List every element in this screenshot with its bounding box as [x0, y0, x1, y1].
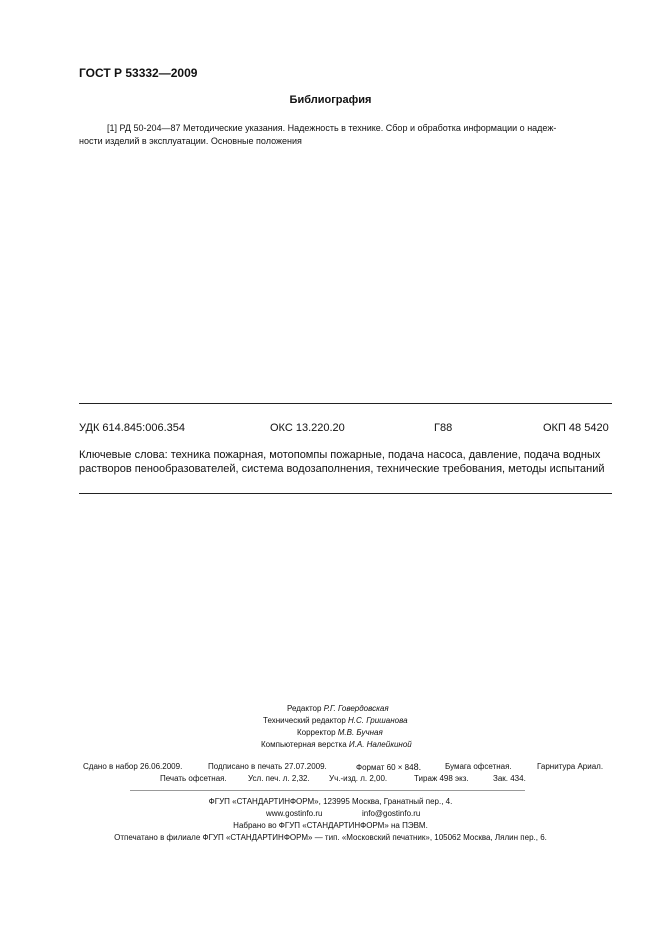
keywords-block — [79, 448, 619, 476]
paper-type: Бумага офсетная. — [445, 762, 512, 771]
document-id: ГОСТ Р 53332—2009 — [79, 66, 198, 80]
layout-credit — [261, 740, 412, 749]
format-label: Формат 60 × 84 — [356, 763, 414, 772]
udk-code: УДК 614.845:006.354 — [79, 422, 185, 434]
editor-credit — [287, 704, 389, 713]
printed-by: Отпечатано в филиале ФГУП «СТАНДАРТИНФОРМ» — тип. «Московский печатник», 105062 Москва, Лялин пер., 6. — [114, 833, 547, 842]
corrector-name: М.В. Бучная — [337, 728, 383, 737]
divider-print — [130, 790, 525, 791]
tech-editor-role: Технический редактор — [263, 716, 346, 725]
circulation: Тираж 498 экз. — [414, 774, 469, 783]
editor-role: Редактор — [287, 704, 322, 713]
corrector-role: Корректор — [297, 728, 336, 737]
format-fraction: 8. — [413, 762, 422, 772]
bibliography-entry-line-1: [1] РД 50-204—87 Методические указания. Надежность в технике. Сбор и обработка информации о надеж- — [107, 123, 557, 133]
keywords-line-1: Ключевые слова: техника пожарная, мотопомпы пожарные, подача насоса, давление, подача водных — [79, 449, 601, 461]
publisher-website[interactable]: www.gostinfo.ru — [266, 809, 323, 818]
typeface-info: Гарнитура Ариал. — [537, 762, 604, 771]
print-method: Печать офсетная. — [160, 774, 227, 783]
divider-top — [79, 403, 612, 404]
tech-editor-credit — [263, 716, 408, 725]
layout-role: Компьютерная верстка — [261, 740, 347, 749]
publisher-email[interactable]: info@gostinfo.ru — [362, 809, 421, 818]
typeset-date: Сдано в набор 26.06.2009. — [83, 762, 183, 771]
oks-code: ОКС 13.220.20 — [270, 422, 345, 434]
typeset-by: Набрано во ФГУП «СТАНДАРТИНФОРМ» на ПЭВМ. — [233, 821, 428, 830]
bibliography-entry-line-2: ности изделий в эксплуатации. Основные положения — [79, 136, 302, 146]
editor-name: Р.Г. Говердовская — [323, 704, 389, 713]
layout-name: И.А. Налейкиной — [348, 740, 412, 749]
corrector-credit — [297, 728, 383, 737]
publisher-address: ФГУП «СТАНДАРТИНФОРМ», 123995 Москва, Гранатный пер., 4. — [208, 797, 453, 806]
divider-bottom — [79, 493, 612, 494]
order-number: Зак. 434. — [493, 774, 526, 783]
keywords-line-2: растворов пенообразователей, система водозаполнения, технические требования, методы испытаний — [79, 463, 605, 475]
bibliography-title: Библиография — [289, 94, 372, 106]
signed-date: Подписано в печать 27.07.2009. — [208, 762, 327, 771]
print-sheets: Усл. печ. л. 2,32. — [248, 774, 310, 783]
okp-code: ОКП 48 5420 — [543, 422, 609, 434]
format-info — [356, 762, 421, 772]
tech-editor-name: Н.С. Гришанова — [348, 716, 408, 725]
group-code: Г88 — [434, 422, 453, 434]
publisher-sheets: Уч.-изд. л. 2,00. — [329, 774, 388, 783]
